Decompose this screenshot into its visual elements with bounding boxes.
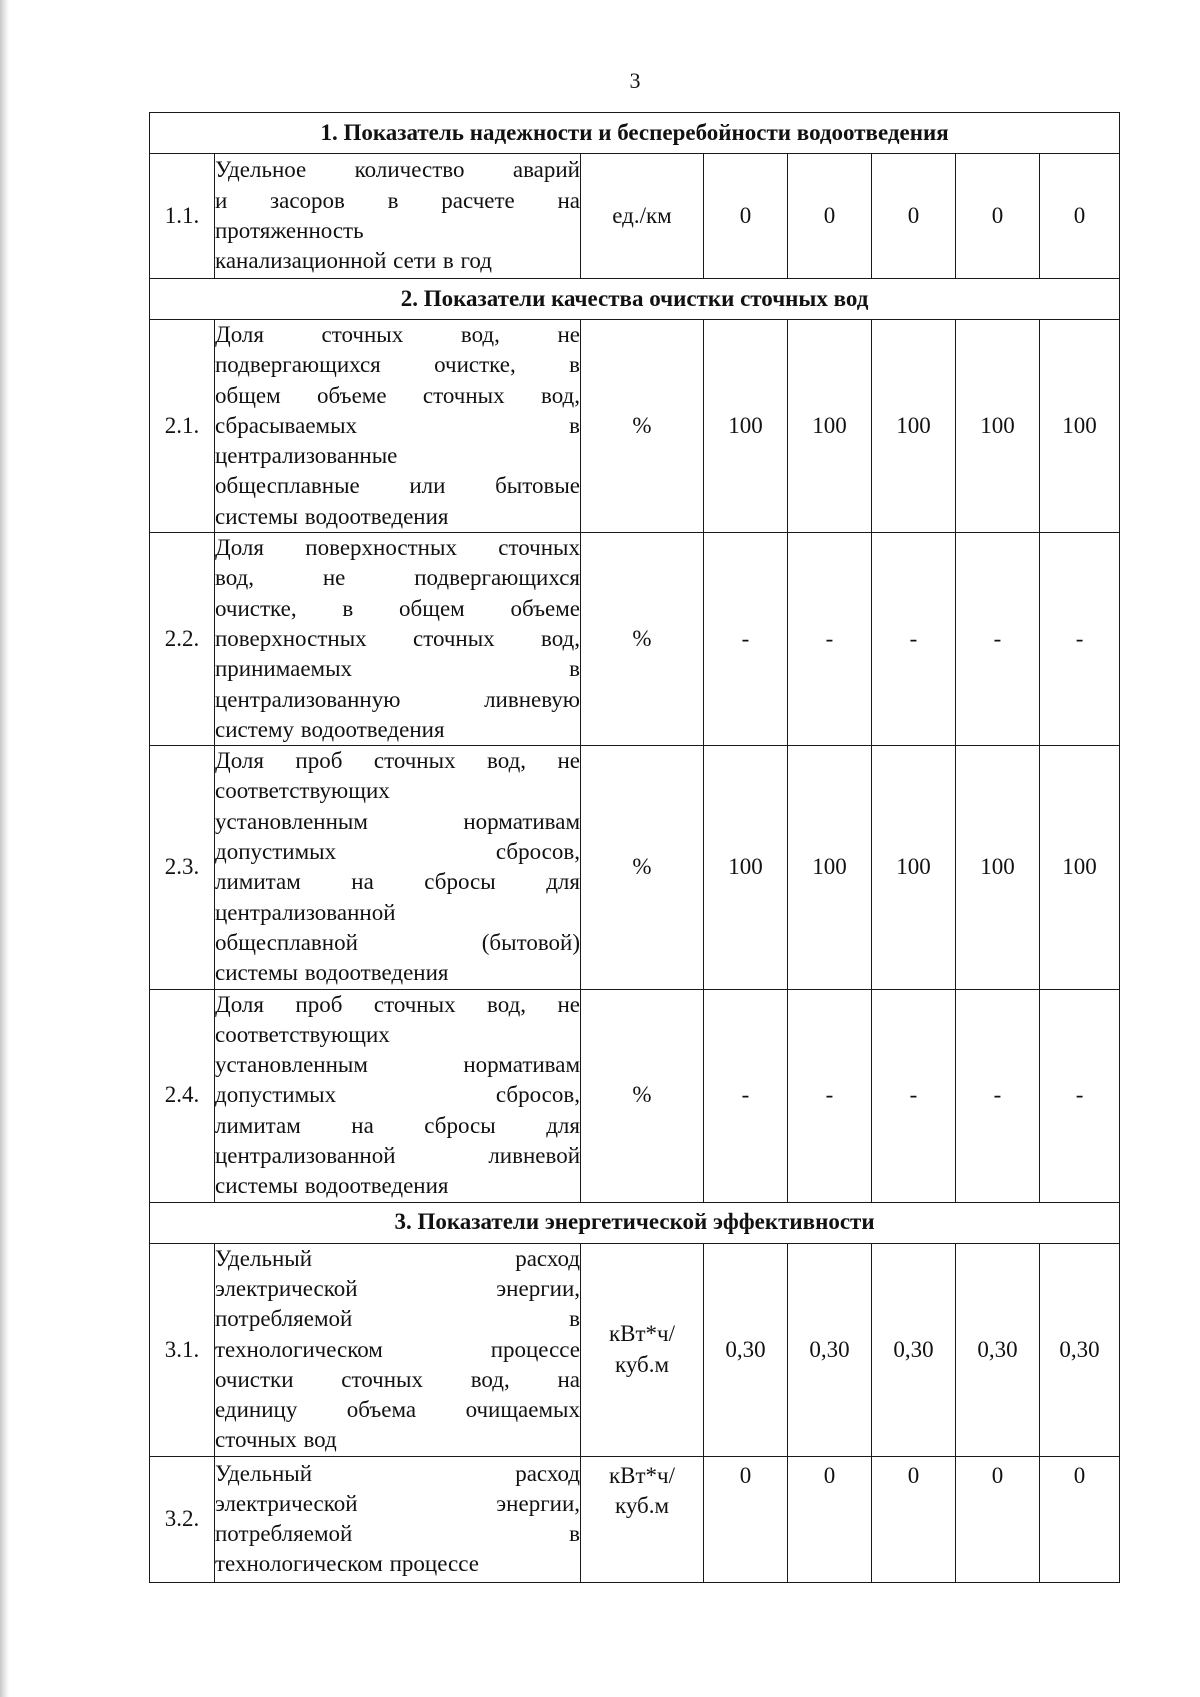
- description-line: централизованную ливневую: [215, 686, 580, 712]
- value-cell: 0: [1040, 1456, 1120, 1582]
- value-cell: -: [1040, 533, 1120, 746]
- row-number: 2.2.: [150, 533, 215, 746]
- value-cell: 100: [704, 746, 788, 989]
- value-cell: -: [788, 533, 872, 746]
- unit-line: кВт*ч/: [608, 1462, 676, 1488]
- description-line: лимитам на сбросы для: [215, 1112, 580, 1138]
- description-line: поверхностных сточных вод,: [215, 625, 580, 651]
- description-line: допустимых сбросов,: [215, 1082, 580, 1108]
- section-header-row: [150, 1202, 1120, 1243]
- description-line: централизованной: [215, 899, 396, 925]
- value-cell: -: [788, 989, 872, 1202]
- value-cell: -: [956, 989, 1040, 1202]
- value-cell: 0: [788, 154, 872, 279]
- indicators-table: [149, 112, 1120, 1583]
- description-line: систему водоотведения: [215, 716, 445, 742]
- row-number: 3.1.: [150, 1243, 215, 1456]
- description-line: установленным нормативам: [215, 808, 580, 834]
- value-cell: 100: [704, 320, 788, 533]
- value-cell: 100: [956, 746, 1040, 989]
- section-title: 2. Показатели качества очистки сточных вод: [150, 279, 1120, 320]
- table-row: [150, 533, 1120, 746]
- value-cell: -: [872, 989, 956, 1202]
- value-cell: 0,30: [956, 1243, 1040, 1456]
- description-line: электрической энергии,: [215, 1275, 580, 1301]
- table-row: [150, 320, 1120, 533]
- description-line: общесплавной (бытовой): [215, 929, 580, 955]
- indicator-description: [215, 989, 581, 1202]
- description-line: сточных вод: [215, 1427, 337, 1453]
- description-line: единицу объема очищаемых: [215, 1397, 580, 1423]
- value-cell: 0,30: [704, 1243, 788, 1456]
- value-cell: 0: [872, 1456, 956, 1582]
- row-number: 2.1.: [150, 320, 215, 533]
- value-cell: 100: [1040, 746, 1120, 989]
- description-line: лимитам на сбросы для: [215, 869, 580, 895]
- row-number: 2.3.: [150, 746, 215, 989]
- value-cell: 100: [872, 320, 956, 533]
- description-line: Доля проб сточных вод, не: [215, 748, 580, 774]
- section-title: 1. Показатель надежности и бесперебойности водоотведения: [150, 113, 1120, 154]
- row-number: 2.4.: [150, 989, 215, 1202]
- description-line: Удельный расход: [215, 1245, 580, 1271]
- unit-line: кВт*ч/: [608, 1321, 676, 1347]
- scan-edge-shadow: [0, 0, 9, 1697]
- description-line: Доля сточных вод, не: [215, 322, 580, 347]
- description-line: соответствующих: [215, 1021, 390, 1047]
- indicator-description: [215, 1456, 581, 1582]
- description-line: общесплавные или бытовые: [215, 473, 580, 499]
- description-line: принимаемых в: [215, 656, 580, 682]
- description-line: системы водоотведения: [215, 1173, 449, 1199]
- description-line: электрической энергии,: [215, 1490, 580, 1516]
- description-line: и засоров в расчете на: [215, 187, 580, 213]
- table-row: [150, 154, 1120, 279]
- unit-cell: ед./км: [581, 154, 704, 279]
- unit-line: куб.м: [614, 1492, 670, 1518]
- row-number: 1.1.: [150, 154, 215, 279]
- description-line: Удельный расход: [215, 1460, 580, 1486]
- value-cell: 0,30: [1040, 1243, 1120, 1456]
- indicator-description: [215, 320, 581, 533]
- value-cell: -: [704, 533, 788, 746]
- value-cell: 100: [788, 320, 872, 533]
- description-line: централизованные: [215, 443, 398, 469]
- value-cell: 0: [956, 154, 1040, 279]
- section-title: 3. Показатели энергетической эффективности: [150, 1202, 1120, 1243]
- value-cell: 100: [788, 746, 872, 989]
- table-row: [150, 1456, 1120, 1582]
- description-line: соответствующих: [215, 778, 390, 804]
- description-line: вод, не подвергающихся: [215, 565, 580, 591]
- section-header-row: [150, 113, 1120, 154]
- table-row: [150, 989, 1120, 1202]
- description-line: очистки сточных вод, на: [215, 1366, 580, 1392]
- value-cell: -: [872, 533, 956, 746]
- value-cell: 0,30: [872, 1243, 956, 1456]
- unit-cell: %: [581, 989, 704, 1202]
- description-line: протяженность: [215, 218, 364, 243]
- value-cell: 0,30: [788, 1243, 872, 1456]
- page-number: 3: [629, 68, 641, 93]
- value-cell: 0: [1040, 154, 1120, 279]
- value-cell: 100: [872, 746, 956, 989]
- description-line: системы водоотведения: [215, 960, 449, 986]
- value-cell: -: [704, 989, 788, 1202]
- description-line: потребляемой в: [215, 1521, 580, 1547]
- unit-cell: %: [581, 533, 704, 746]
- description-line: допустимых сбросов,: [215, 839, 580, 865]
- description-line: подвергающихся очистке, в: [215, 352, 580, 378]
- unit-cell: %: [581, 320, 704, 533]
- value-cell: -: [956, 533, 1040, 746]
- section-header-row: [150, 279, 1120, 320]
- indicator-description: [215, 154, 581, 279]
- description-line: централизованной ливневой: [215, 1143, 580, 1169]
- indicator-description: [215, 533, 581, 746]
- description-line: технологическом процессе: [215, 1551, 479, 1577]
- description-line: потребляемой в: [215, 1306, 580, 1332]
- table-body: [150, 113, 1120, 1583]
- description-line: Доля проб сточных вод, не: [215, 991, 580, 1017]
- table-row: [150, 1243, 1120, 1456]
- value-cell: -: [1040, 989, 1120, 1202]
- unit-cell: [581, 1456, 704, 1582]
- value-cell: 0: [872, 154, 956, 279]
- description-line: сбрасываемых в: [215, 412, 580, 438]
- description-line: системы водоотведения: [215, 503, 449, 529]
- description-line: общем объеме сточных вод,: [215, 382, 580, 408]
- value-cell: 100: [956, 320, 1040, 533]
- row-number: 3.2.: [150, 1456, 215, 1582]
- unit-cell: [581, 1243, 704, 1456]
- description-line: канализационной сети в год: [215, 248, 492, 274]
- description-line: очистке, в общем объеме: [215, 595, 580, 621]
- description-line: технологическом процессе: [215, 1336, 580, 1362]
- indicator-description: [215, 1243, 581, 1456]
- value-cell: 0: [956, 1456, 1040, 1582]
- unit-line: куб.м: [614, 1351, 670, 1377]
- description-line: Удельное количество аварий: [215, 157, 580, 183]
- description-line: установленным нормативам: [215, 1052, 580, 1078]
- table-row: [150, 746, 1120, 989]
- description-line: Доля поверхностных сточных: [215, 535, 580, 561]
- value-cell: 0: [704, 1456, 788, 1582]
- indicator-description: [215, 746, 581, 989]
- value-cell: 0: [704, 154, 788, 279]
- value-cell: 100: [1040, 320, 1120, 533]
- unit-cell: %: [581, 746, 704, 989]
- value-cell: 0: [788, 1456, 872, 1582]
